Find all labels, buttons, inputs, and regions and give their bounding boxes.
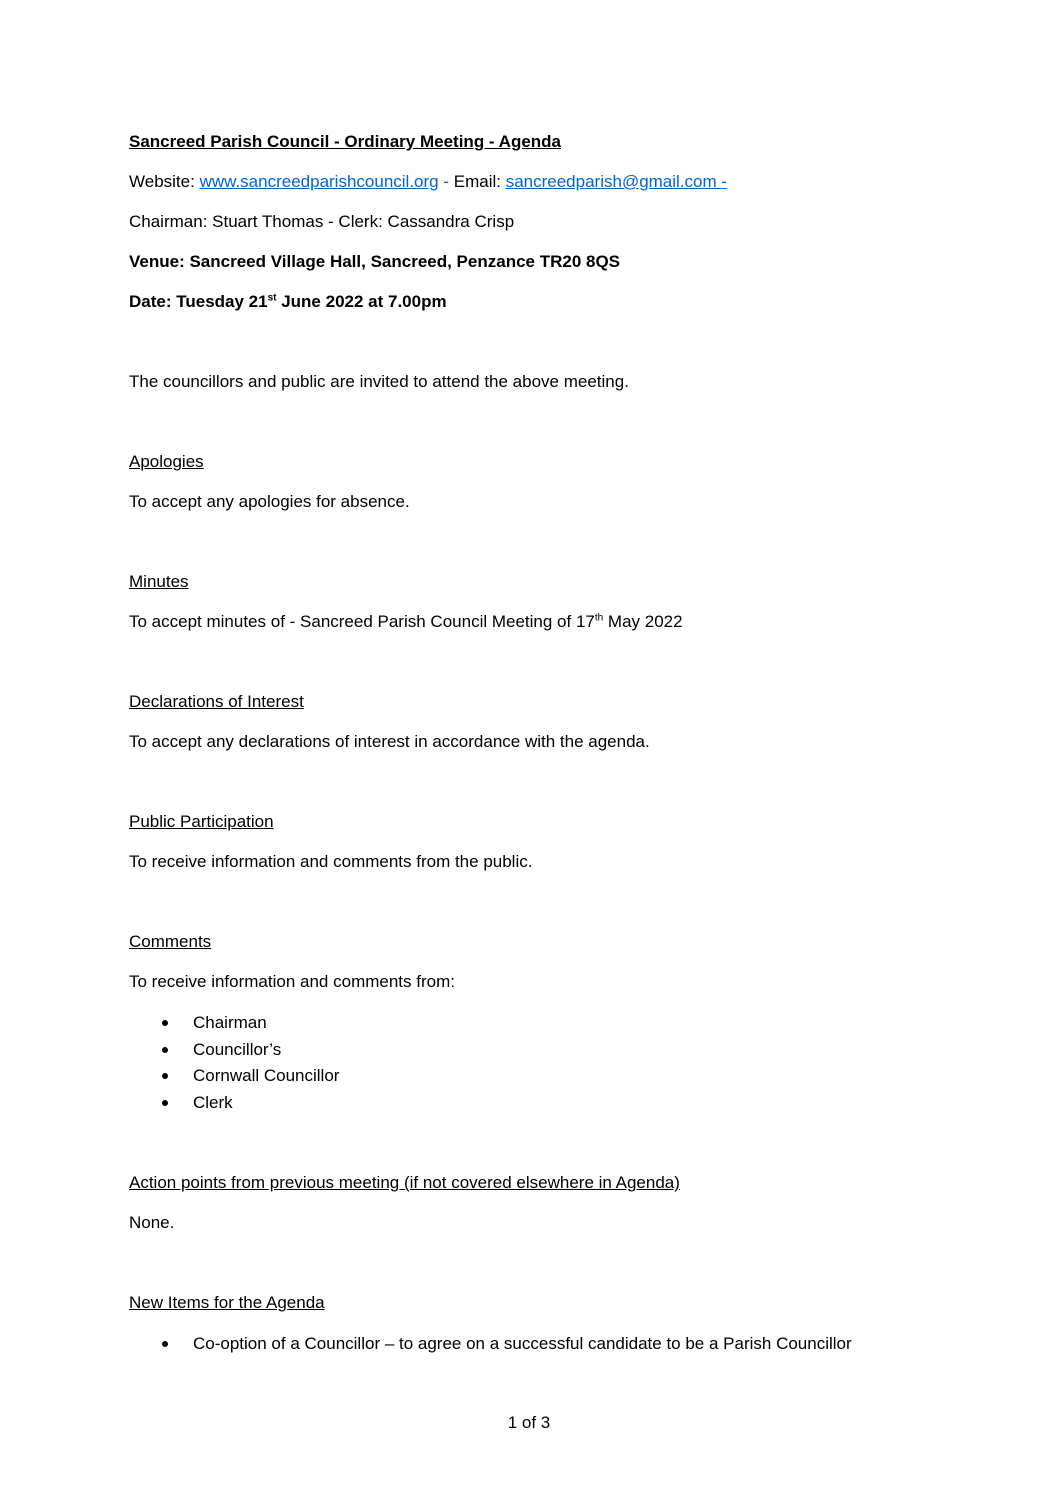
minutes-heading: Minutes (129, 572, 189, 591)
date-prefix: Date: Tuesday 21 (129, 292, 268, 311)
action-points-body: None. (129, 1213, 175, 1232)
website-label: Website: (129, 172, 200, 191)
email-label: Email: (453, 172, 506, 191)
declarations-heading: Declarations of Interest (129, 692, 304, 711)
comments-heading: Comments (129, 932, 212, 951)
chair-clerk-line: Chairman: Stuart Thomas - Clerk: Cassandra Crisp (129, 212, 515, 231)
list-item-text: Cornwall Councillor (193, 1066, 340, 1086)
apologies-heading: Apologies (129, 452, 204, 471)
apologies-body: To accept any apologies for absence. (129, 492, 410, 511)
list-item-text: Clerk (193, 1093, 233, 1113)
website-link[interactable]: www.sancreedparishcouncil.org (199, 172, 439, 191)
email-link[interactable]: sancreedparish@gmail.com - (505, 172, 728, 191)
declarations-body: To accept any declarations of interest in accordance with the agenda. (129, 732, 650, 751)
minutes-body (129, 611, 683, 633)
contact-separator: - (438, 172, 454, 191)
date-suffix: June 2022 at 7.00pm (276, 292, 447, 311)
intro-text: The councillors and public are invited to attend the above meeting. (129, 372, 629, 391)
bullet-icon (162, 1100, 168, 1106)
minutes-ordinal: th (594, 612, 604, 624)
bullet-icon (162, 1341, 168, 1347)
public-participation-heading: Public Participation (129, 812, 274, 831)
date-ordinal: st (267, 292, 277, 304)
public-participation-body: To receive information and comments from the public. (129, 852, 533, 871)
list-item-text: Chairman (193, 1013, 267, 1032)
venue-line: Venue: Sancreed Village Hall, Sancreed, Penzance TR20 8QS (129, 252, 621, 271)
bullet-icon (162, 1047, 168, 1053)
list-item-text: Co-option of a Councillor – to agree on a successful candidate to be a Parish Councillor (193, 1334, 852, 1353)
comments-body: To receive information and comments from: (129, 972, 455, 991)
bullet-icon (162, 1020, 168, 1026)
minutes-body-prefix: To accept minutes of - Sancreed Parish Council Meeting of 17 (129, 612, 595, 631)
action-points-heading: Action points from previous meeting (if not covered elsewhere in Agenda) (129, 1173, 680, 1192)
contact-line (129, 171, 727, 193)
agenda-title: Sancreed Parish Council - Ordinary Meeting - Agenda (129, 132, 562, 151)
minutes-body-suffix: May 2022 (603, 612, 683, 631)
page-number: 1 of 3 (507, 1413, 551, 1432)
new-items-heading: New Items for the Agenda (129, 1293, 325, 1312)
bullet-icon (162, 1073, 168, 1079)
list-item-text: Councillor’s (193, 1039, 282, 1059)
date-line (129, 291, 447, 313)
